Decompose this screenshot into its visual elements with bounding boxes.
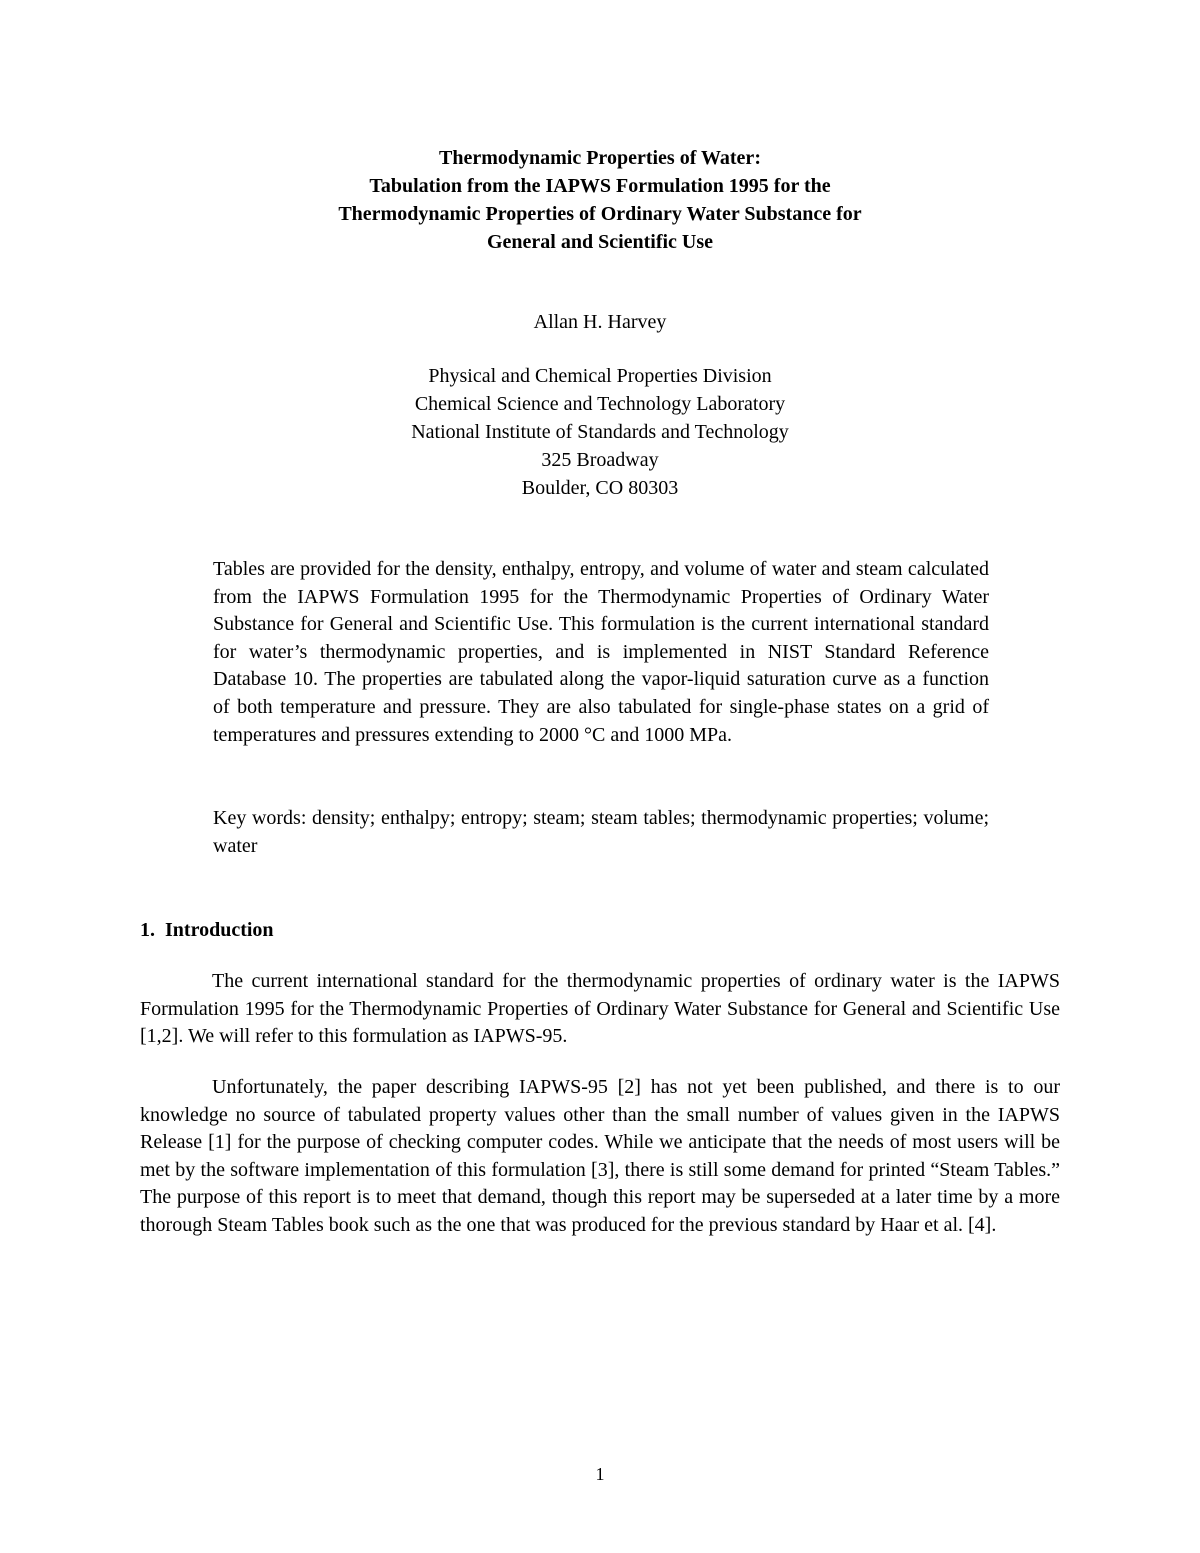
author-name: Allan H. Harvey: [533, 311, 667, 333]
keywords: Key words: density; enthalpy; entropy; steam; steam tables; thermodynamic properties; volume; water: [213, 807, 989, 857]
title-line-3: Thermodynamic Properties of Ordinary Water Substance for: [338, 203, 862, 225]
body-paragraph: The current international standard for the thermodynamic properties of ordinary water is the IAPWS Formulation 1995 for the Thermodynamic Properties of Ordinary Water Substance for General and Scientific Use [1,2]. We will refer to this formulation as IAPWS-95.: [140, 970, 1060, 1048]
affiliation-division: Physical and Chemical Properties Division: [428, 365, 772, 387]
affiliation-street: 325 Broadway: [541, 449, 659, 471]
body-paragraph: Unfortunately, the paper describing IAPWS-95 [2] has not yet been published, and there is to our knowledge no source of tabulated property values other than the small number of values given in the IAPWS Release [1] for the purpose of checking computer codes. While we anticipate that the needs of most users will be met by the software implementation of this formulation [3], there is still some demand for printed “Steam Tables.” The purpose of this report is to meet that demand, though this report may be superseded at a later time by a more thorough Steam Tables book such as the one that was produced for the previous standard by Haar et al. [4].: [140, 1076, 1060, 1236]
paper-title: [0, 144, 1200, 256]
section-number: 1.: [140, 919, 155, 941]
title-line-2: Tabulation from the IAPWS Formulation 1995 for the: [369, 175, 831, 197]
affiliation-institute: National Institute of Standards and Technology: [411, 421, 789, 443]
title-line-4: General and Scientific Use: [486, 231, 714, 253]
affiliation-city: Boulder, CO 80303: [521, 477, 679, 499]
title-line-1: Thermodynamic Properties of Water:: [439, 147, 761, 169]
author-affiliation: [0, 362, 1200, 502]
affiliation-laboratory: Chemical Science and Technology Laboratory: [414, 393, 786, 415]
page-number: 1: [595, 1464, 605, 1484]
section-heading-introduction: [140, 916, 274, 944]
abstract: Tables are provided for the density, enthalpy, entropy, and volume of water and steam calculated from the IAPWS Formulation 1995 for the Thermodynamic Properties of Ordinary Water Substance for General and Scientific Use. This formulation is the current international standard for water’s thermodynamic properties, and is implemented in NIST Standard Reference Database 10. The properties are tabulated along the vapor-liquid saturation curve as a function of both temperature and pressure. They are also tabulated for single-phase states on a grid of temperatures and pressures extending to 2000 °C and 1000 MPa.: [213, 558, 989, 746]
section-title: Introduction: [165, 919, 274, 941]
